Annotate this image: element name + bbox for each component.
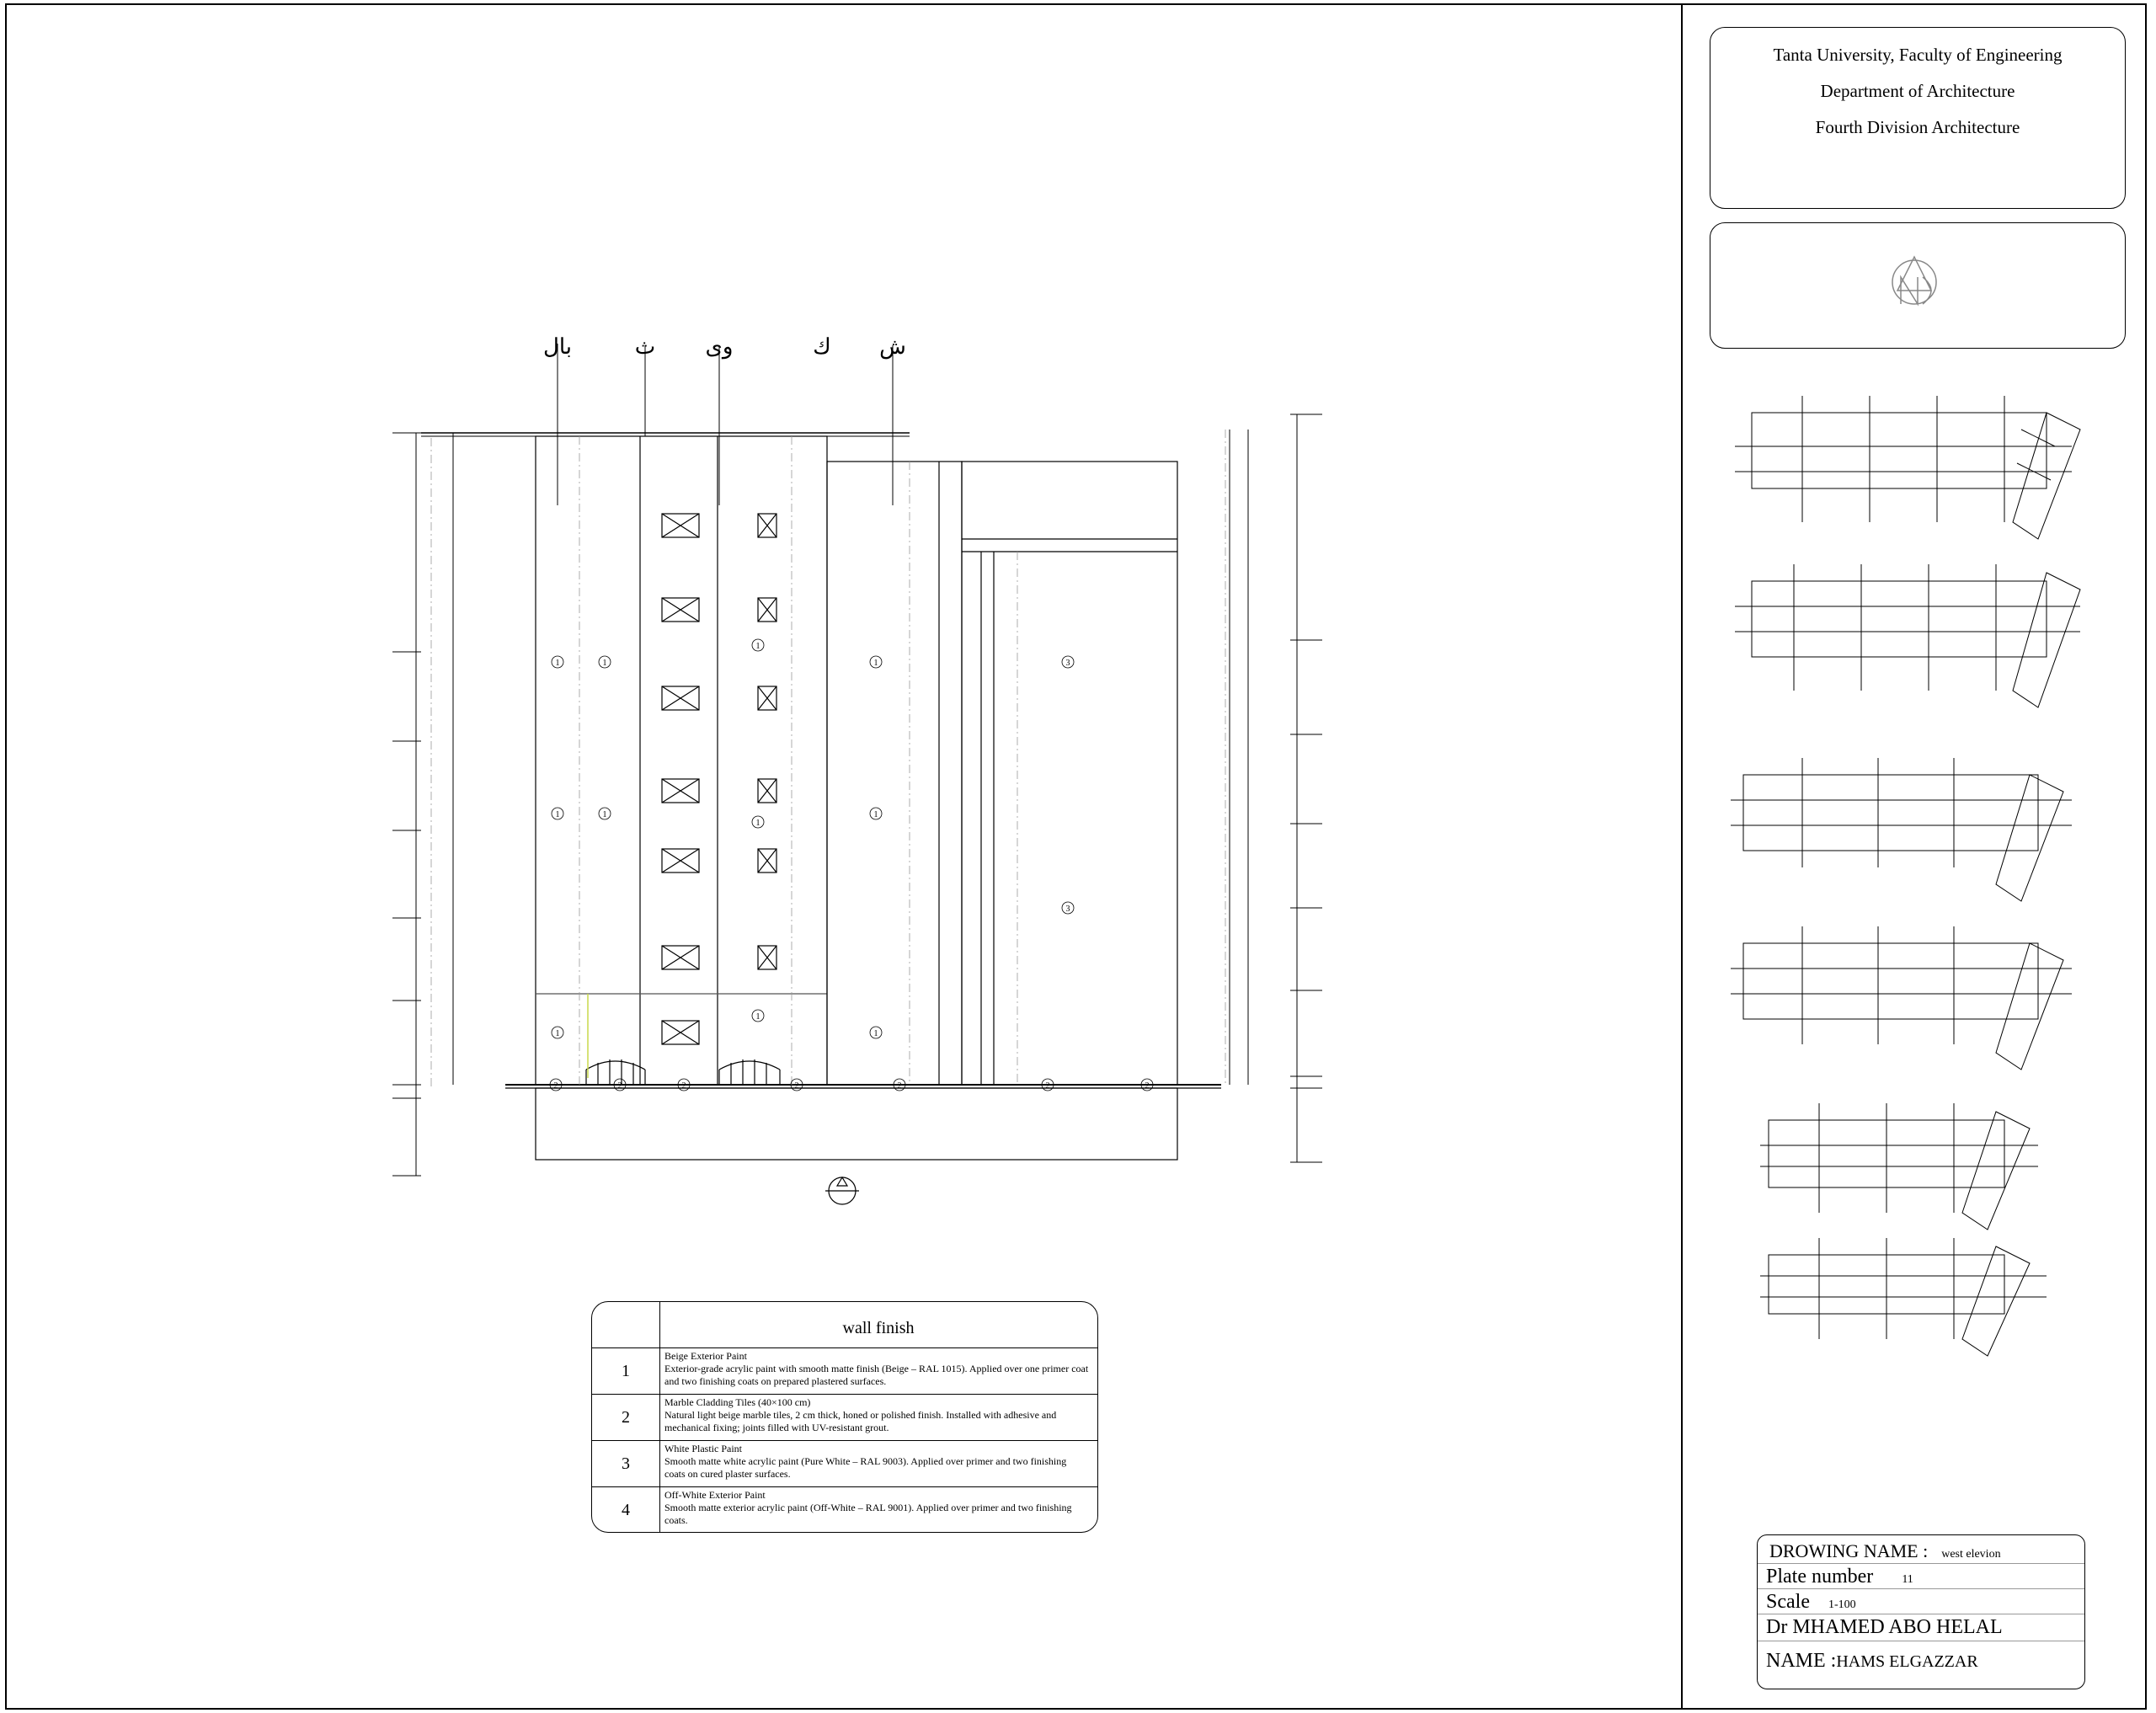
finish-marker-label: 1 <box>873 1029 878 1038</box>
floor-plan-thumbnail <box>1760 1238 2047 1356</box>
finish-marker-label: 2 <box>553 1081 558 1091</box>
finish-marker-label: 1 <box>555 1029 560 1038</box>
legend-row-description: Natural light beige marble tiles, 2 cm thick, honed or polished finish. Installed with adhesive and mechanical fixing; joints filled with UV-resistant grout. <box>664 1409 1057 1433</box>
window-column-left <box>662 514 699 1044</box>
supervisor-row <box>1758 1616 2084 1641</box>
legend-row-number: 3 <box>592 1441 660 1486</box>
university-name: Tanta University, Faculty of Engineering <box>1773 45 2063 65</box>
legend-row-name: Off-White Exterior Paint <box>664 1489 766 1501</box>
column-label-5: ﺵ <box>879 334 906 359</box>
finish-marker-label: 2 <box>897 1081 902 1091</box>
legend-row-number: 4 <box>592 1487 660 1533</box>
section-marker-icon <box>825 1177 859 1204</box>
university-panel <box>1710 27 2126 209</box>
scale-value: 1-100 <box>1828 1598 1856 1611</box>
legend-row <box>592 1348 1097 1395</box>
legend-row <box>592 1395 1097 1441</box>
west-elevation-drawing <box>337 320 1381 1230</box>
legend-row-name: White Plastic Paint <box>664 1443 742 1454</box>
floor-plan-thumbnails <box>1718 396 2122 1373</box>
column-label-1: ﺑﺎﻝ <box>542 334 573 359</box>
legend-row-description: Smooth matte white acrylic paint (Pure White – RAL 9003). Applied over primer and two finishing coats on cured plaster surfaces. <box>664 1455 1067 1480</box>
finish-marker-label: 2 <box>1145 1081 1150 1091</box>
sheet-divider <box>1681 3 1683 1710</box>
finish-marker-label: 1 <box>755 642 760 651</box>
plate-number-label: Plate number <box>1766 1566 1874 1588</box>
column-label-2: ﺙ <box>634 334 656 359</box>
drawing-name-label: DROWING NAME : <box>1769 1540 1929 1561</box>
finish-marker-label: 1 <box>555 659 560 668</box>
middle-block <box>827 462 962 1085</box>
finish-marker-label: 1 <box>602 659 607 668</box>
university-logo-icon <box>1710 223 2127 350</box>
legend-header <box>592 1302 1097 1348</box>
legend-row <box>592 1441 1097 1487</box>
finish-marker-label: 1 <box>873 659 878 668</box>
drawing-name-row <box>1758 1540 2084 1564</box>
finish-marker-label: 1 <box>755 819 760 828</box>
logo-panel <box>1710 222 2126 349</box>
legend-row-number: 1 <box>592 1348 660 1394</box>
wall-finish-legend <box>591 1301 1098 1533</box>
finish-marker-label: 3 <box>1065 905 1070 914</box>
legend-row-name: Marble Cladding Tiles (40×100 cm) <box>664 1396 811 1408</box>
finish-marker-label: 2 <box>681 1081 686 1091</box>
finish-marker-label: 1 <box>873 810 878 819</box>
column-label-3: ﻭﻯ <box>705 334 734 359</box>
drawing-name-value: west elevion <box>1941 1548 2001 1561</box>
scale-label: Scale <box>1766 1591 1810 1613</box>
plate-number-value: 11 <box>1902 1573 1913 1586</box>
legend-row <box>592 1487 1097 1533</box>
finish-marker-label: 1 <box>555 810 560 819</box>
finish-marker-label: 2 <box>794 1081 799 1091</box>
legend-row-number: 2 <box>592 1395 660 1440</box>
finish-marker-label: 1 <box>755 1012 760 1022</box>
finish-marker-label: 2 <box>617 1081 622 1091</box>
window-column-right <box>755 514 776 969</box>
finish-marker-label: 2 <box>1045 1081 1050 1091</box>
right-level-dimensions <box>1230 414 1322 1162</box>
department-name: Department of Architecture <box>1820 81 2015 101</box>
column-label-4: ﻙ <box>813 334 831 359</box>
title-block <box>1757 1534 2085 1689</box>
foundation-base <box>536 1088 1177 1160</box>
student-name-row <box>1758 1650 2084 1678</box>
scale-row <box>1758 1591 2084 1614</box>
legend-row-name: Beige Exterior Paint <box>664 1350 747 1362</box>
floor-plan-thumbnail <box>1735 564 2080 707</box>
division-name: Fourth Division Architecture <box>1815 117 2020 137</box>
left-level-dimensions <box>392 433 453 1176</box>
student-name-value: HAMS ELGAZZAR <box>1836 1652 1978 1671</box>
finish-marker-label: 3 <box>1065 659 1070 668</box>
student-name-label: NAME : <box>1766 1650 1837 1672</box>
legend-row-description: Smooth matte exterior acrylic paint (Off-White – RAL 9001). Applied over primer and two finishing coats. <box>664 1502 1072 1526</box>
floor-plan-thumbnail <box>1760 1103 2038 1230</box>
plate-number-row <box>1758 1566 2084 1589</box>
supervisor-name: Dr MHAMED ABO HELAL <box>1766 1616 2003 1638</box>
finish-marker-label: 1 <box>602 810 607 819</box>
floor-plan-thumbnail <box>1731 926 2072 1070</box>
floor-plan-thumbnail <box>1735 396 2080 539</box>
floor-plan-thumbnail <box>1731 758 2072 901</box>
legend-title: wall finish <box>842 1319 915 1337</box>
legend-row-description: Exterior-grade acrylic paint with smooth matte finish (Beige – RAL 1015). Applied over one primer coat and two finishing coats on prepared plastered surfaces. <box>664 1363 1089 1387</box>
